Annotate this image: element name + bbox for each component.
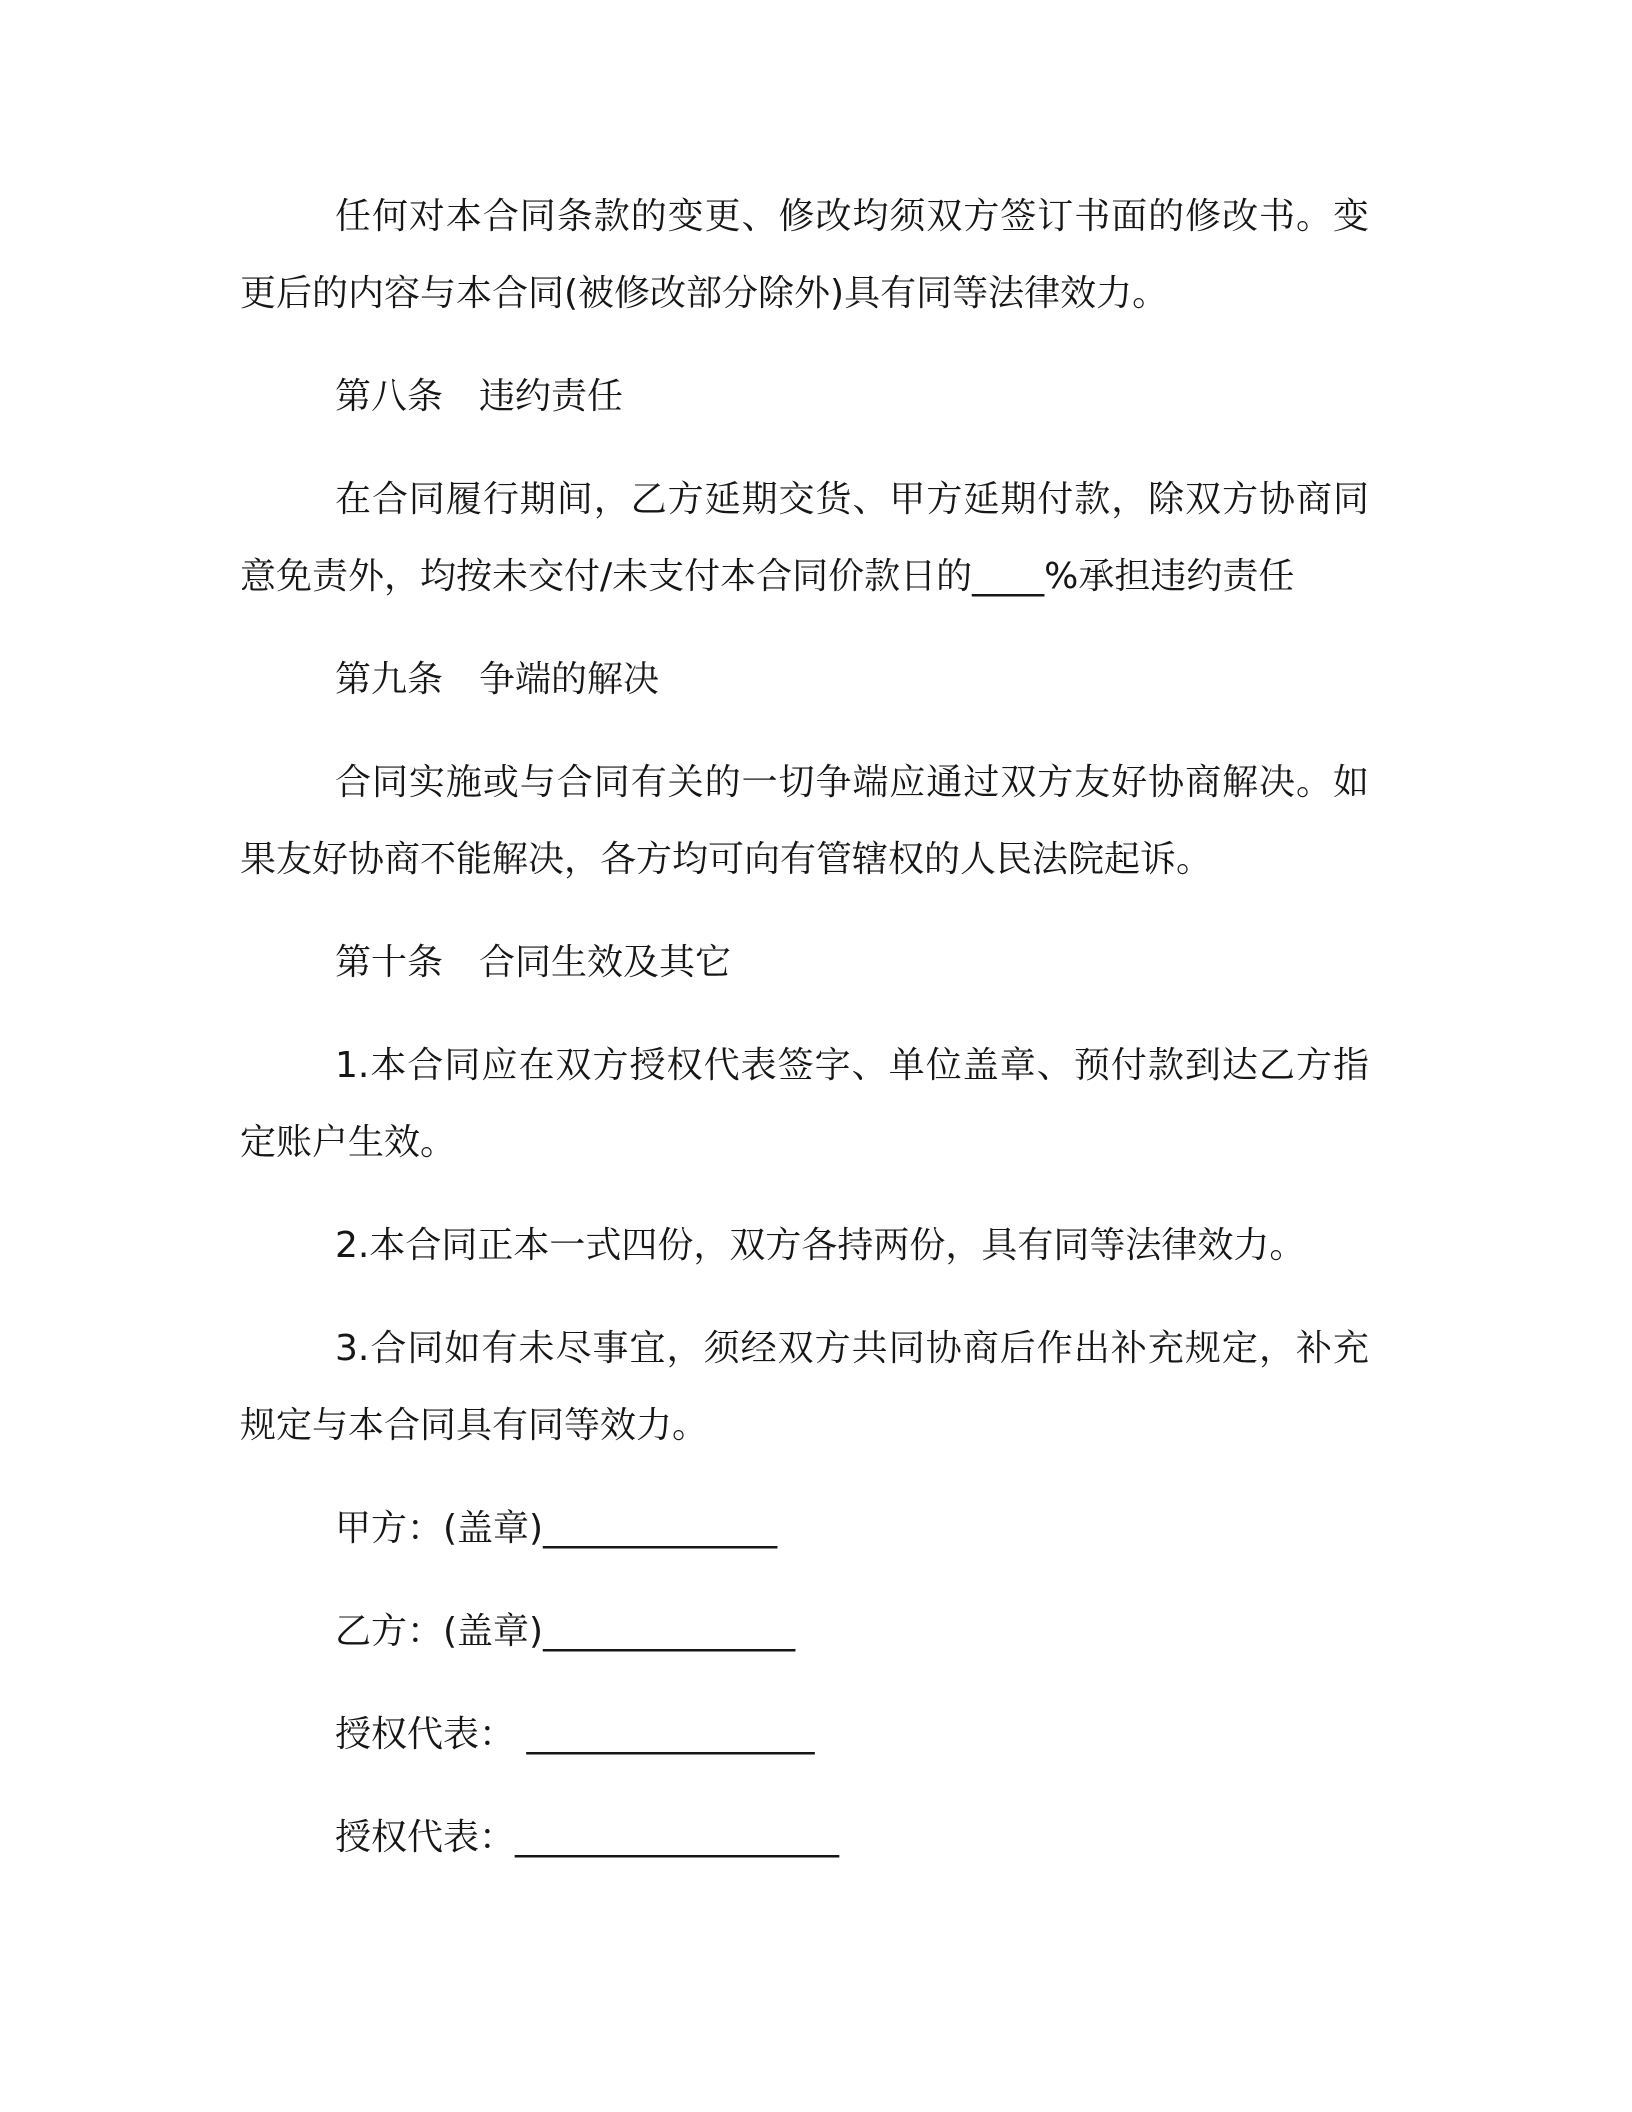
clause-body-line: 意免责外，均按未交付/未支付本合同价款日的____%承担违约责任 (240, 556, 1295, 597)
representative-signature-line: 授权代表： ________________ (335, 1714, 815, 1755)
representative-2-paragraph (240, 1799, 1369, 1876)
party-a-signature-paragraph (240, 1490, 1369, 1567)
preceding-clause-paragraph (240, 178, 1369, 332)
clause-9-body-paragraph (240, 744, 1369, 898)
representative-signature-line: 授权代表：__________________ (335, 1817, 840, 1858)
clause-item-line: 定账户生效。 (240, 1122, 457, 1163)
clause-heading: 第八条 违约责任 (335, 376, 624, 417)
clause-body-line: 在合同履行期间，乙方延期交货、甲方延期付款，除双方协商同 (335, 479, 1369, 520)
clause-10-item-2 (240, 1207, 1369, 1284)
clause-10-item-1 (240, 1027, 1369, 1181)
clause-body-line: 任何对本合同条款的变更、修改均须双方签订书面的修改书。变 (335, 196, 1369, 237)
clause-heading: 第九条 争端的解决 (335, 659, 660, 700)
party-b-signature-line: 乙方：(盖章)______________ (335, 1611, 796, 1652)
clause-body-line: 合同实施或与合同有关的一切争端应通过双方友好协商解决。如 (335, 762, 1369, 803)
clause-item-line: 2.本合同正本一式四份，双方各持两份，具有同等法律效力。 (335, 1225, 1306, 1266)
clause-item-line: 3.合同如有未尽事宜，须经双方共同协商后作出补充规定，补充 (335, 1328, 1369, 1369)
clause-heading: 第十条 合同生效及其它 (335, 942, 732, 983)
party-a-signature-line: 甲方：(盖章)_____________ (335, 1508, 778, 1549)
clause-item-line: 1.本合同应在双方授权代表签字、单位盖章、预付款到达乙方指 (335, 1045, 1369, 1086)
clause-8-body-paragraph (240, 461, 1369, 615)
clause-9-heading-paragraph (240, 641, 1369, 718)
party-b-signature-paragraph (240, 1593, 1369, 1670)
clause-10-heading-paragraph (240, 924, 1369, 1001)
clause-10-item-3 (240, 1310, 1369, 1464)
representative-1-paragraph (240, 1696, 1369, 1773)
clause-item-line: 规定与本合同具有同等效力。 (240, 1405, 709, 1446)
clause-body-line: 更后的内容与本合同(被修改部分除外)具有同等法律效力。 (240, 273, 1169, 314)
clause-body-line: 果友好协商不能解决，各方均可向有管辖权的人民法院起诉。 (240, 839, 1213, 880)
clause-8-heading-paragraph (240, 358, 1369, 435)
